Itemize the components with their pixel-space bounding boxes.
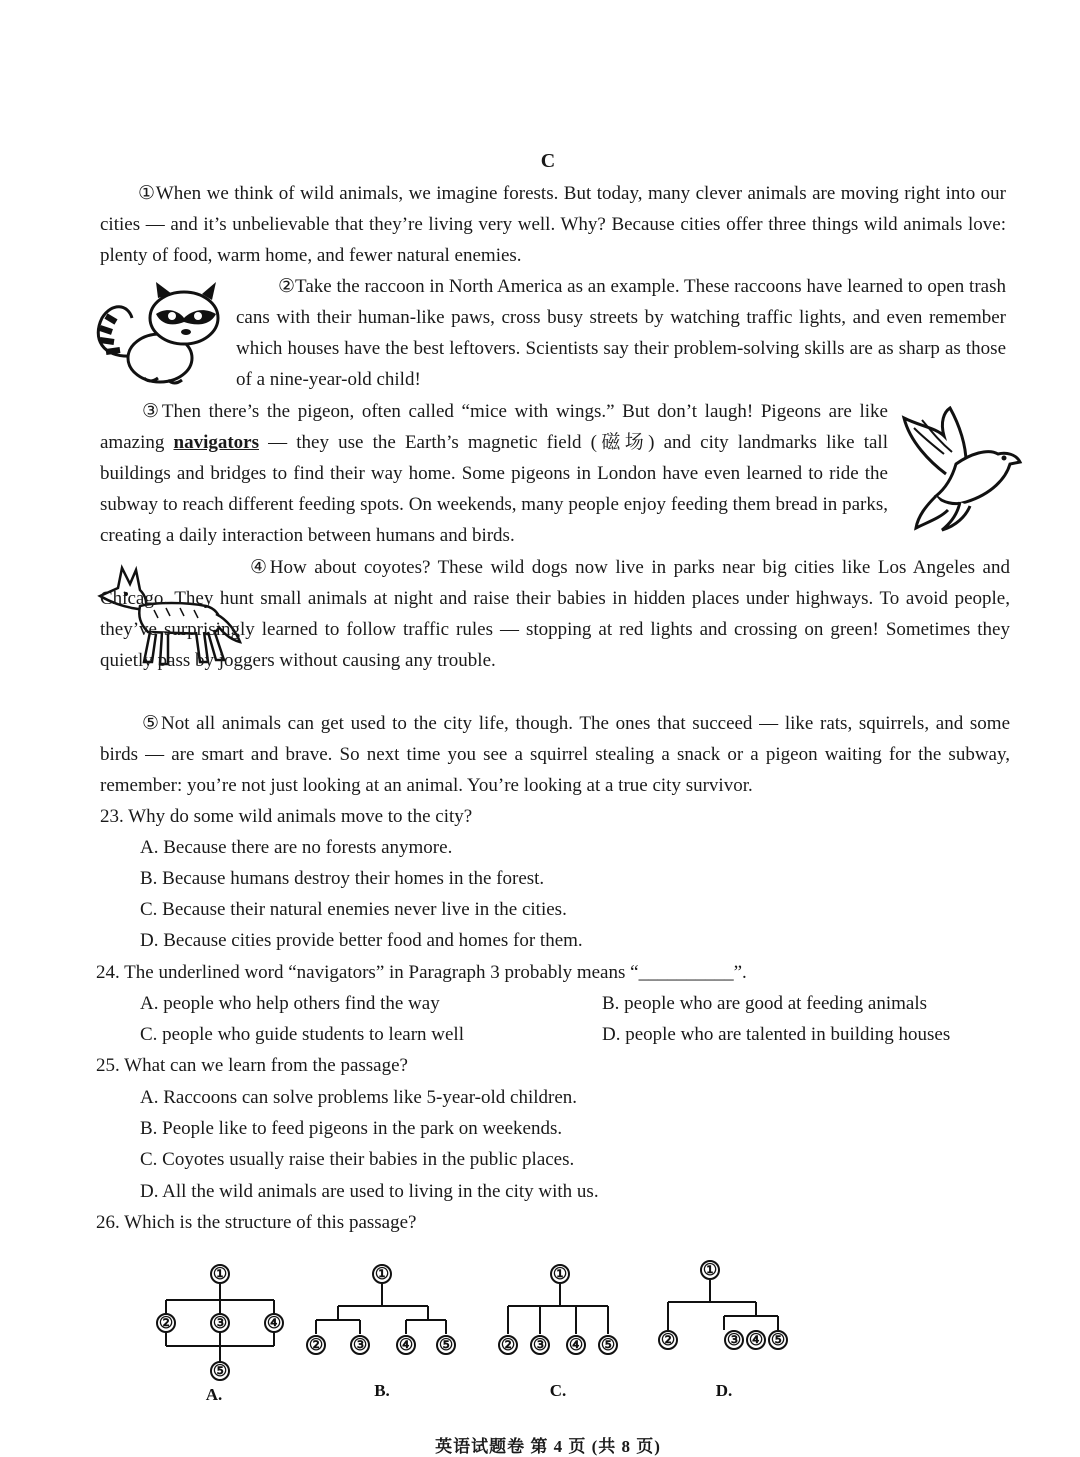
diagram-d-node-4: ④ [748, 1332, 764, 1349]
paragraph-3-part1: ③Then there’s the pigeon, often called “mice with wings.” But don’t laugh! Pigeons are like amazing [100, 401, 888, 453]
paragraph-3 [100, 396, 888, 551]
question-23-option-a: A. Because there are no forests anymore. [140, 837, 453, 858]
question-25-option-b: B. People like to feed pigeons in the park on weekends. [140, 1118, 563, 1139]
question-25-option-c: C. Coyotes usually raise their babies in the public places. [140, 1149, 575, 1170]
question-23-option-b: B. Because humans destroy their homes in the forest. [140, 868, 545, 889]
paragraph-1: ①When we think of wild animals, we imagine forests. But today, many clever animals are moving right into our cities — and it’s unbelievable that they’re living very well. Why? Because cities offer three things wild animals love: plenty of food, warm home, and fewer natural enemies. [100, 183, 1006, 266]
diagram-b-node-4: ④ [398, 1337, 414, 1354]
diagram-a-node-2: ② [158, 1315, 174, 1332]
diagram-c-node-2: ② [500, 1337, 516, 1354]
question-24-stem: 24. The underlined word “navigators” in Paragraph 3 probably means “__________”. [96, 962, 747, 983]
section-title: C [540, 150, 556, 172]
diagram-a-node-5: ⑤ [212, 1363, 228, 1380]
question-23-option-d: D. Because cities provide better food and homes for them. [140, 930, 583, 951]
question-23-stem: 23. Why do some wild animals move to the city? [100, 806, 473, 827]
diagram-c-node-5: ⑤ [600, 1337, 616, 1354]
diagram-b-node-2: ② [308, 1337, 324, 1354]
diagram-d-node-5: ⑤ [770, 1332, 786, 1349]
diagram-b-node-1: ① [374, 1266, 390, 1283]
diagram-d-label: D. [715, 1381, 733, 1400]
diagram-b-node-3: ③ [352, 1337, 368, 1354]
question-23-option-c: C. Because their natural enemies never live in the cities. [140, 899, 567, 920]
question-24-option-a: A. people who help others find the way [140, 993, 440, 1014]
question-25-stem: 25. What can we learn from the passage? [96, 1055, 408, 1076]
diagram-c-node-4: ④ [568, 1337, 584, 1354]
question-26-stem: 26. Which is the structure of this passage? [96, 1212, 417, 1233]
pigeon-illustration [900, 402, 1024, 534]
diagram-a-node-4: ④ [266, 1315, 282, 1332]
raccoon-illustration [92, 278, 226, 388]
diagram-a-label: A. [205, 1385, 223, 1404]
diagram-d-node-3: ③ [726, 1332, 742, 1349]
paragraph-4: ④How about coyotes? These wild dogs now live in parks near big cities like Los Angeles and Chicago. They hunt small animals at night and raise their babies in hidden places under highways. To avoid people, they’ve surprisingly learned to follow traffic rules — stopping at red lights and crossing on green! Sometimes they quietly pass by joggers without causing any trouble. [100, 557, 1010, 671]
question-25-option-a: A. Raccoons can solve problems like 5-year-old children. [140, 1087, 578, 1108]
diagram-a-node-3: ③ [212, 1315, 228, 1332]
question-24-option-b: B. people who are good at feeding animals [602, 993, 928, 1014]
paragraph-3-part2: — they use the Earth’s magnetic field (磁场) and city landmarks like tall buildings and bridges to find their way home. Some pigeons in London have even learned to ride the subway to reach different feeding spots. On weekends, many people enjoy feeding them bread in parks, creating a daily interaction between humans and birds. [100, 432, 888, 546]
diagram-c-label: C. [549, 1381, 567, 1400]
question-24-option-c: C. people who guide students to learn well [140, 1024, 464, 1045]
diagram-c-node-1: ① [552, 1266, 568, 1283]
diagram-b-node-5: ⑤ [438, 1337, 454, 1354]
diagram-d-node-1: ① [702, 1262, 718, 1279]
question-24-option-d: D. people who are talented in building houses [602, 1024, 951, 1045]
page-footer: 英语试题卷 第 4 页 (共 8 页) [435, 1437, 661, 1456]
paragraph-2: ②Take the raccoon in North America as an example. These raccoons have learned to open trash cans with their human-like paws, cross busy streets by watching traffic lights, and even remember which houses have the best leftovers. Scientists say their problem-solving skills are as sharp as those of a nine-year-old child! [236, 276, 1006, 390]
underlined-word-navigators: navigators [173, 432, 259, 453]
diagram-b-label: B. [374, 1381, 390, 1400]
paragraph-5: ⑤Not all animals can get used to the city life, though. The ones that succeed — like rats, squirrels, and some birds — are smart and brave. So next time you see a squirrel stealing a snack or a pigeon waiting for the subway, remember: you’re not just looking at an animal. You’re looking at a true city survivor. [100, 713, 1010, 796]
question-25-option-d: D. All the wild animals are used to living in the city with us. [140, 1181, 599, 1202]
diagram-c-node-3: ③ [532, 1337, 548, 1354]
diagram-a-node-1: ① [212, 1266, 228, 1283]
structure-diagrams [150, 1258, 810, 1408]
diagram-d-node-2: ② [660, 1332, 676, 1349]
